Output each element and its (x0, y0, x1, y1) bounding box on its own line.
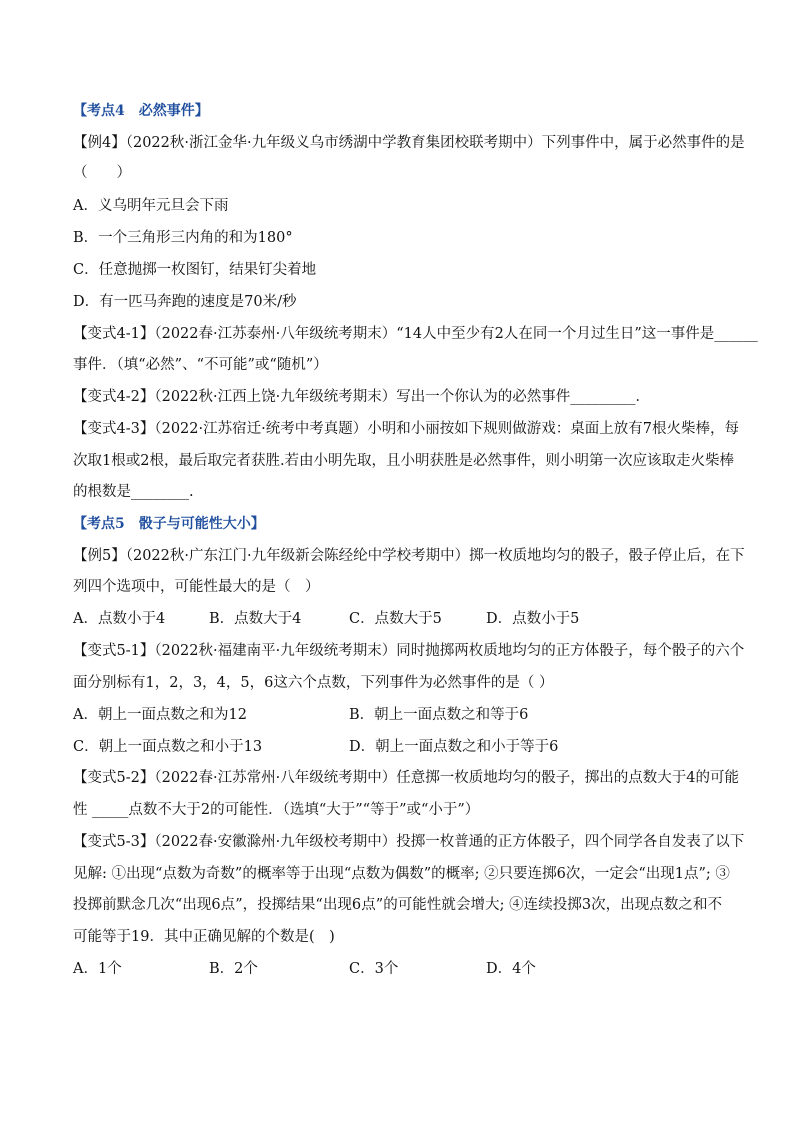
variant-4-3-line-2: 次取1根或2根，最后取完者获胜.若由小明先取，且小明获胜是必然事件，则小明第一次应该取走火柴棒 (73, 453, 735, 469)
variant-5-1-option-a: A．朝上一面点数之和为12 (73, 707, 247, 723)
example-4-option-d: D．有一匹马奔跑的速度是70米/秒 (73, 294, 297, 310)
example-4-option-a: A．义乌明年元旦会下雨 (73, 198, 229, 214)
variant-4-3-line-3: 的根数是________. (73, 484, 194, 500)
variant-5-3-option-c: C．3个 (349, 961, 399, 977)
example-5-option-c: C．点数大于5 (349, 611, 442, 627)
section-heading-4: 【考点4 必然事件】 (73, 103, 209, 119)
variant-5-1-option-c: C．朝上一面点数之和小于13 (73, 739, 263, 755)
example-4-line-2: （ ） (73, 165, 131, 181)
variant-5-2-line-1: 【变式5-2】（2022春·江苏常州·八年级统考期中）任意掷一枚质地均匀的骰子，掷出的点数大于4的可能 (73, 770, 739, 786)
variant-4-1-tag: 【变式4-1】 (73, 326, 155, 342)
variant-5-3-option-a: A．1个 (73, 961, 122, 977)
variant-4-1-line-2: 事件．（填“必然”、“不可能”或“随机”） (73, 357, 328, 373)
example-4-tag: 【例4】 (73, 135, 126, 151)
example-4-option-b: B．一个三角形三内角的和为180° (73, 230, 293, 246)
variant-5-1-line-2: 面分别标有1，2，3，4，5，6这六个点数，下列事件为必然事件的是（ ） (73, 675, 554, 691)
variant-5-1-option-b: B．朝上一面点数之和等于6 (349, 707, 529, 723)
example-5-line-1: 【例5】（2022秋·广东江门·九年级新会陈经纶中学校考期中）掷一枚质地均匀的骰子，骰子停止后，在下 (73, 548, 745, 564)
variant-5-3-option-d: D．4个 (486, 961, 536, 977)
variant-5-3-line-2: 见解: ①出现“点数为奇数”的概率等于出现“点数为偶数”的概率; ②只要连掷6次，一定会“出现1点”; ③ (73, 866, 730, 882)
variant-5-3-tag: 【变式5-3】 (73, 834, 155, 850)
example-5-option-d: D．点数小于5 (486, 611, 580, 627)
variant-4-3-line-1: 【变式4-3】（2022·江苏宿迁·统考中考真题）小明和小丽按如下规则做游戏：桌面上放有7根火柴棒，每 (73, 421, 739, 437)
variant-5-2-line-2: 性 _____点数不大于2的可能性．（选填“大于”“等于”或“小于”） (73, 802, 480, 818)
variant-4-2-tag: 【变式4-2】 (73, 389, 155, 405)
variant-4-3-tag: 【变式4-3】 (73, 421, 155, 437)
variant-5-3-line-3: 投掷前默念几次“出现6点”，投掷结果“出现6点”的可能性就会增大; ④连续投掷3次，出现点数之和不 (73, 897, 722, 913)
variant-5-3-line-4: 可能等于19．其中正确见解的个数是( ) (73, 929, 335, 945)
example-5-option-b: B．点数大于4 (209, 611, 302, 627)
variant-5-2-tag: 【变式5-2】 (73, 770, 155, 786)
example-5-line-2: 列四个选项中，可能性最大的是（ ） (73, 579, 320, 595)
variant-5-3-option-b: B．2个 (209, 961, 258, 977)
variant-4-2-line-1: 【变式4-2】（2022秋·江西上饶·九年级统考期末）写出一个你认为的必然事件_________． (73, 389, 650, 405)
example-5-option-a: A．点数小于4 (73, 611, 166, 627)
variant-4-1-line-1: 【变式4-1】（2022春·江苏泰州·八年级统考期末）“14人中至少有2人在同一个月过生日”这一事件是______ (73, 326, 758, 342)
example-4-option-c: C．任意抛掷一枚图钉，结果钉尖着地 (73, 262, 317, 278)
variant-5-1-option-d: D．朝上一面点数之和小于等于6 (349, 739, 559, 755)
variant-5-1-tag: 【变式5-1】 (73, 643, 155, 659)
example-4-line-1: 【例4】（2022秋·浙江金华·九年级义乌市绣湖中学教育集团校联考期中）下列事件中，属于必然事件的是 (73, 135, 745, 151)
variant-5-3-line-1: 【变式5-3】（2022春·安徽滁州·九年级校考期中）投掷一枚普通的正方体骰子，四个同学各自发表了以下 (73, 834, 745, 850)
section-heading-5: 【考点5 骰子与可能性大小】 (73, 516, 265, 532)
example-5-tag: 【例5】 (73, 548, 126, 564)
variant-5-1-line-1: 【变式5-1】（2022秋·福建南平·九年级统考期末）同时抛掷两枚质地均匀的正方体骰子，每个骰子的六个 (73, 643, 745, 659)
